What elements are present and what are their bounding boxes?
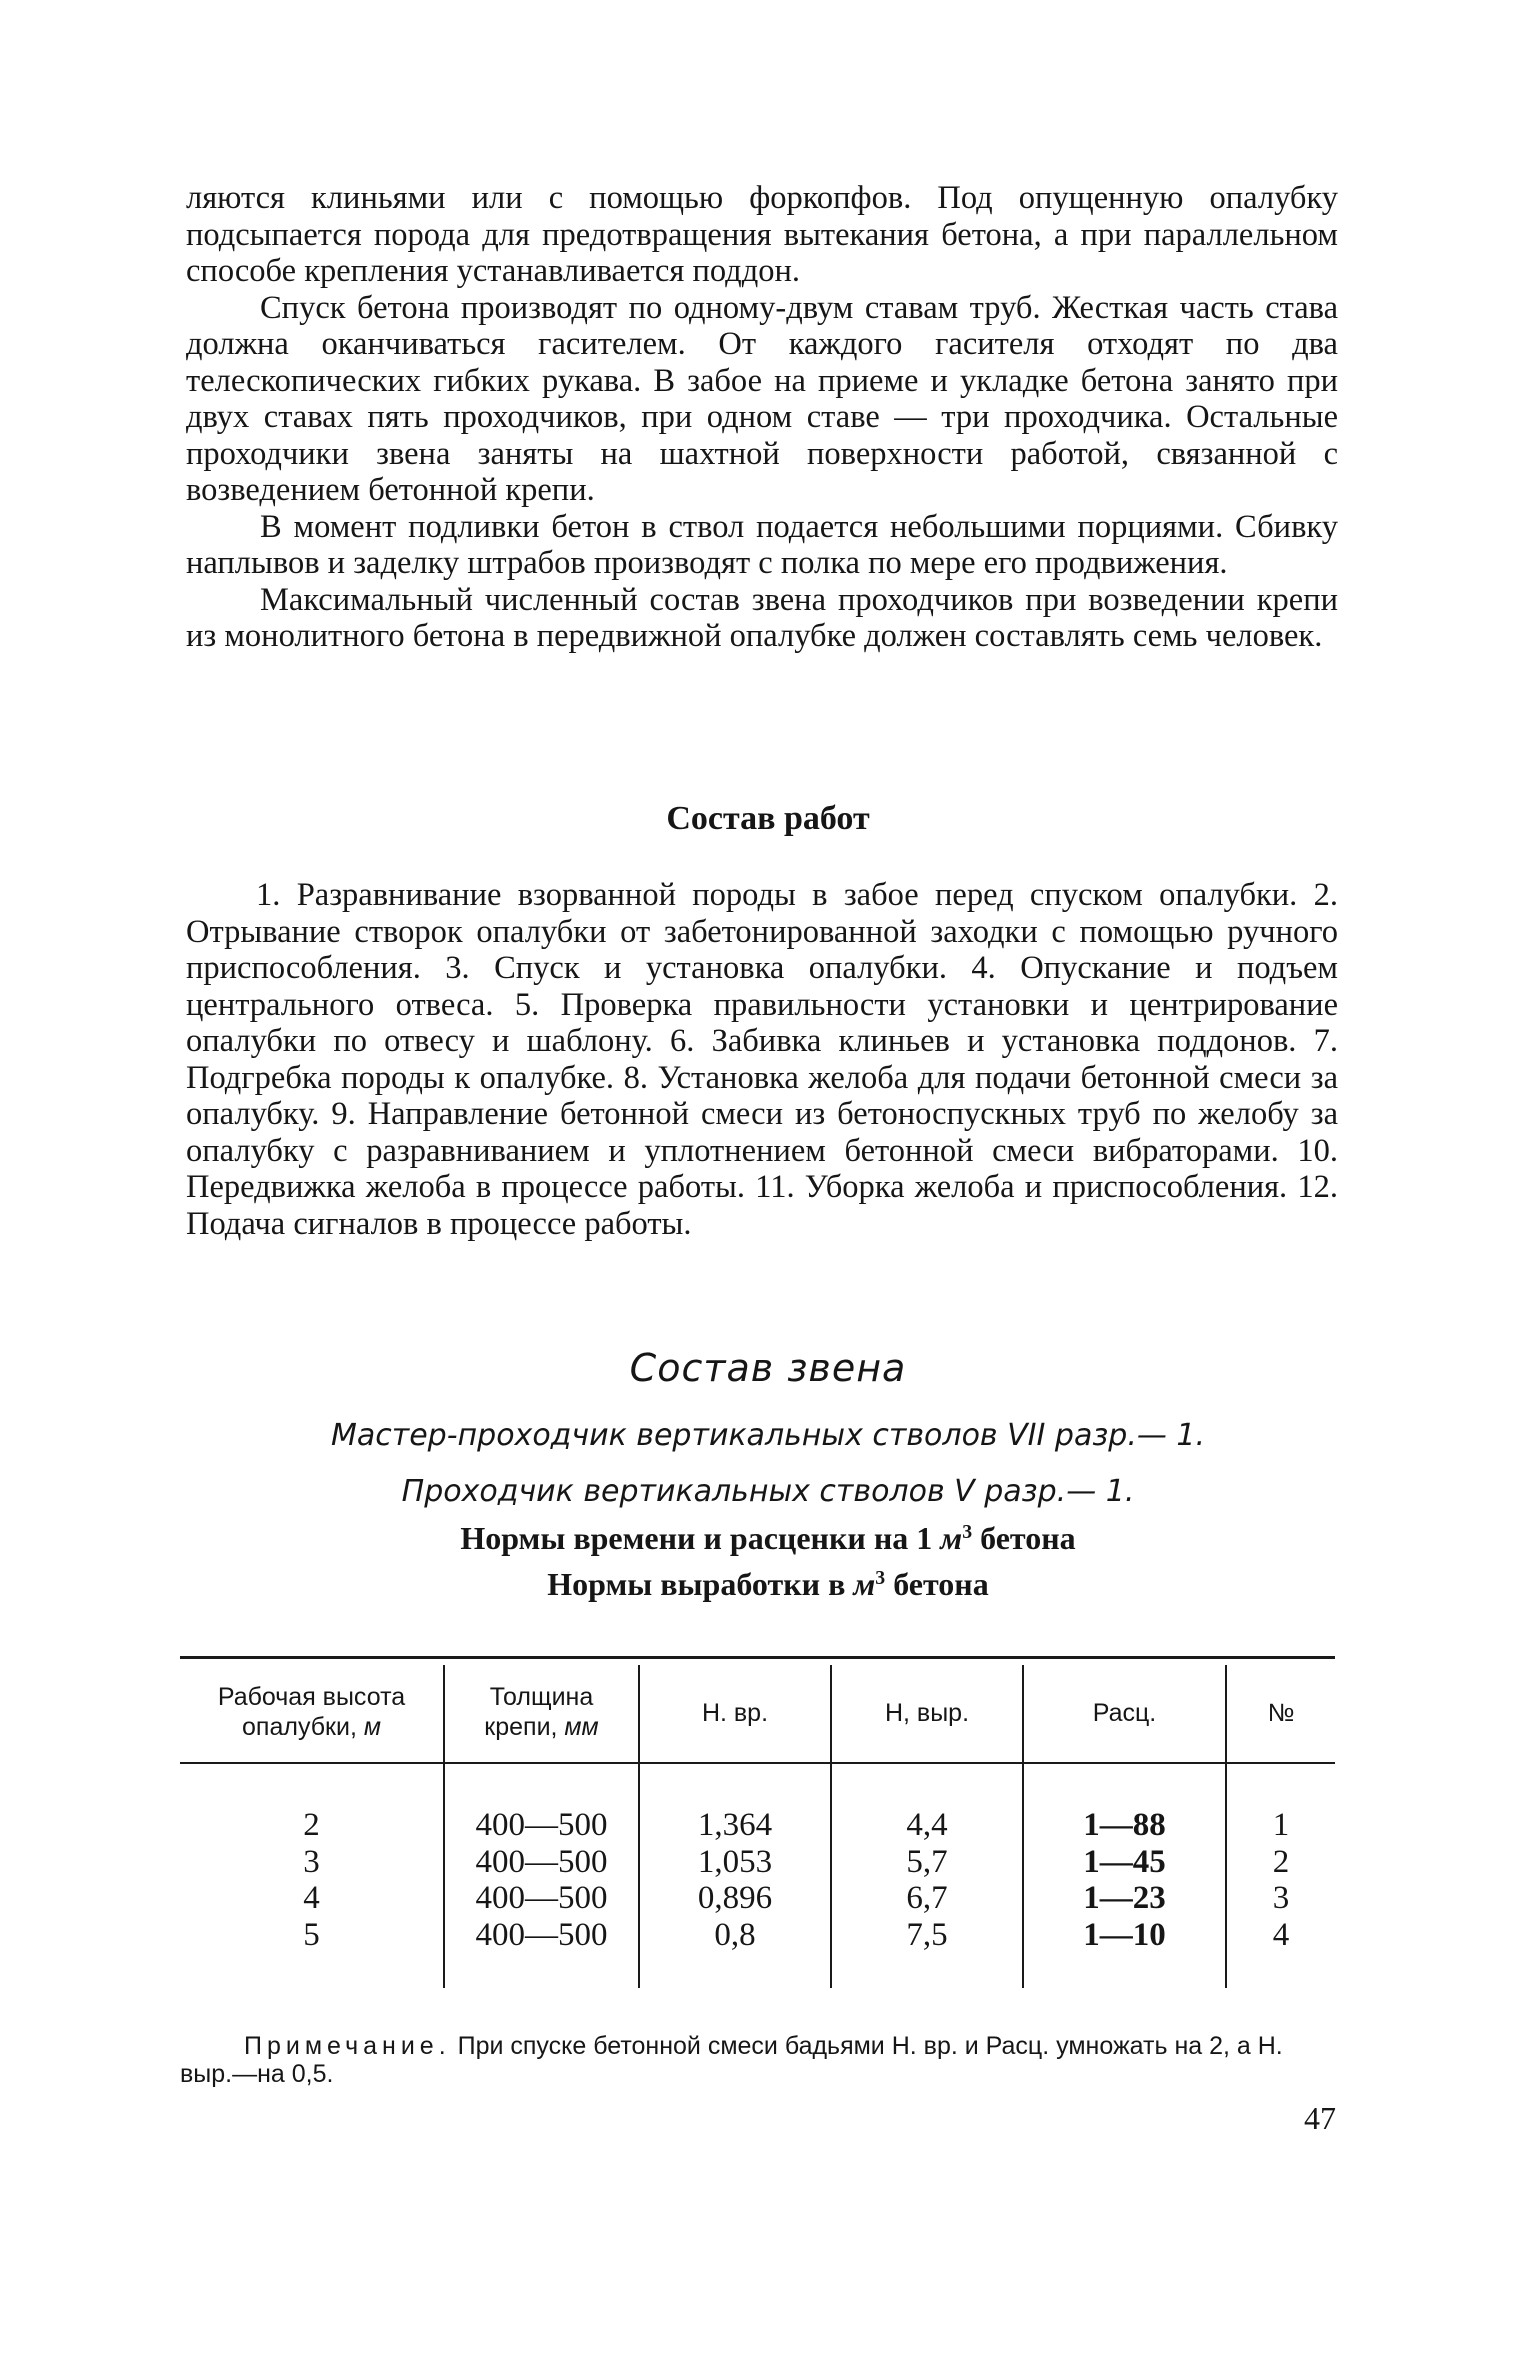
table-cell: 2 [303, 1807, 320, 1843]
norms-time-heading: Нормы времени и расценки на 1 $м^3$ бетона [460, 1520, 1076, 1556]
table-cell: 400—500 [475, 1807, 608, 1843]
column-row-number [1227, 1807, 1335, 1953]
work-steps-text: 1. Разравнивание взорванной породы в забое перед спуском опалубки. 2. Отрывание створок опалубки от забетонированной заходки с помощью ручного приспособления. 3. Спуск и установка опалубки. 4. Опускание и подъем центрального отвеса. 5. Проверка правильности установки и центрирование опалубки по отвесу и шаблону. 6. Забивка клиньев и установка поддонов. 7. Подгребка породы к опалубке. 8. Установка желоба для подачи бетонной смеси за опалубку. 9. Направление бетонной смеси из бетоноспускных труб по желобу за опалубку с разравниванием и уплотнением бетонной смеси вибраторами. 10. Передвижка желоба в процессе работы. 11. Уборка желоба и приспособления. 12. Подача сигналов в процессе работы. [186, 877, 1338, 1242]
column-lining-thickness [445, 1807, 638, 1953]
table-cell: 400—500 [475, 1843, 608, 1880]
work-section-body [186, 877, 1338, 1242]
page-number: 47 [1304, 2100, 1336, 2136]
column-output-norm [832, 1807, 1022, 1953]
header-row-number: № [1267, 1699, 1295, 1727]
paragraph-pouring: В момент подливки бетон в ствол подается небольшими порциями. Сбивку наплывов и заделку штрабов производят с полка по мере его продвижения. [186, 508, 1338, 581]
crew-section-title: Состав звена [629, 1346, 907, 1390]
table-cell: 7,5 [906, 1916, 948, 1953]
paragraph-crew-size: Максимальный численный состав звена проходчиков при возведении крепи из монолитного бетона в передвижной опалубке должен составлять семь человек. [186, 581, 1338, 654]
header-rate: Расц. [1092, 1699, 1157, 1727]
table-cell: 1 [1272, 1807, 1290, 1843]
column-rate [1024, 1807, 1225, 1953]
table-cell: 1—45 [1083, 1843, 1166, 1880]
table-cell: 1—88 [1083, 1807, 1166, 1843]
table-cell: 1—23 [1083, 1880, 1166, 1916]
table-cell: 3 [303, 1843, 320, 1880]
table-top-rule [180, 1656, 1335, 1659]
header-output-norm: Н, выр. [884, 1699, 970, 1727]
table-cell: 5,7 [906, 1843, 948, 1880]
crew-line-worker: Проходчик вертикальных стволов V разр.— 1. [401, 1474, 1135, 1509]
table-cell: 6,7 [906, 1880, 948, 1916]
table-cell: 0,8 [714, 1916, 756, 1953]
table-cell: 4,4 [906, 1807, 948, 1843]
paragraph-concrete-descent: Спуск бетона производят по одному-двум ставам труб. Жесткая часть става должна оканчиваться гасителем. От каждого гасителя отходят по два телескопических гибких рукава. В забое на приеме и укладке бетона занято при двух ставах пять проходчиков, при одном ставе — три проходчика. Остальные проходчики звена заняты на шахтной поверхности работой, связанной с возведением бетонной крепи. [186, 289, 1338, 508]
table-cell: 1,053 [697, 1843, 773, 1880]
table-cell: 3 [1272, 1880, 1290, 1916]
table-note [180, 2032, 1340, 2088]
header-lining-thickness: Толщина крепи, мм [484, 1683, 599, 1741]
column-formwork-height [180, 1807, 443, 1953]
paragraph-continuation: ляются клиньями или с помощью форкопфов. Под опущенную опалубку подсыпается порода для предотвращения вытекания бетона, а при параллельном способе крепления устанавливается поддон. [186, 180, 1338, 289]
table-cell: 400—500 [475, 1880, 608, 1916]
column-time-norm [640, 1807, 830, 1953]
table-cell: 5 [303, 1916, 320, 1953]
table-header-rule [180, 1762, 1335, 1764]
table-cell: 1—10 [1083, 1916, 1166, 1953]
note-label: Примечание. [244, 2032, 451, 2060]
table-cell: 4 [303, 1880, 320, 1916]
crew-line-master: Мастер-проходчик вертикальных стволов VII разр.— 1. [330, 1418, 1206, 1453]
intro-text [186, 180, 1338, 655]
header-formwork-height: Рабочая высота опалубки, м [217, 1683, 406, 1741]
table-cell: 1,364 [697, 1807, 773, 1843]
work-section-title: Состав работ [666, 800, 870, 837]
note-text: При спуске бетонной смеси бадьями Н. вр. и Расц. умножать на 2, а Н. выр.—на 0,5. [180, 2032, 1283, 2088]
table-cell: 0,896 [697, 1880, 773, 1916]
norms-output-heading: Нормы выработки в $м^3$ бетона [547, 1566, 989, 1602]
table-cell: 2 [1272, 1843, 1290, 1880]
table-cell: 4 [1272, 1916, 1290, 1953]
header-time-norm: Н. вр. [701, 1699, 769, 1727]
table-cell: 400—500 [475, 1916, 608, 1953]
